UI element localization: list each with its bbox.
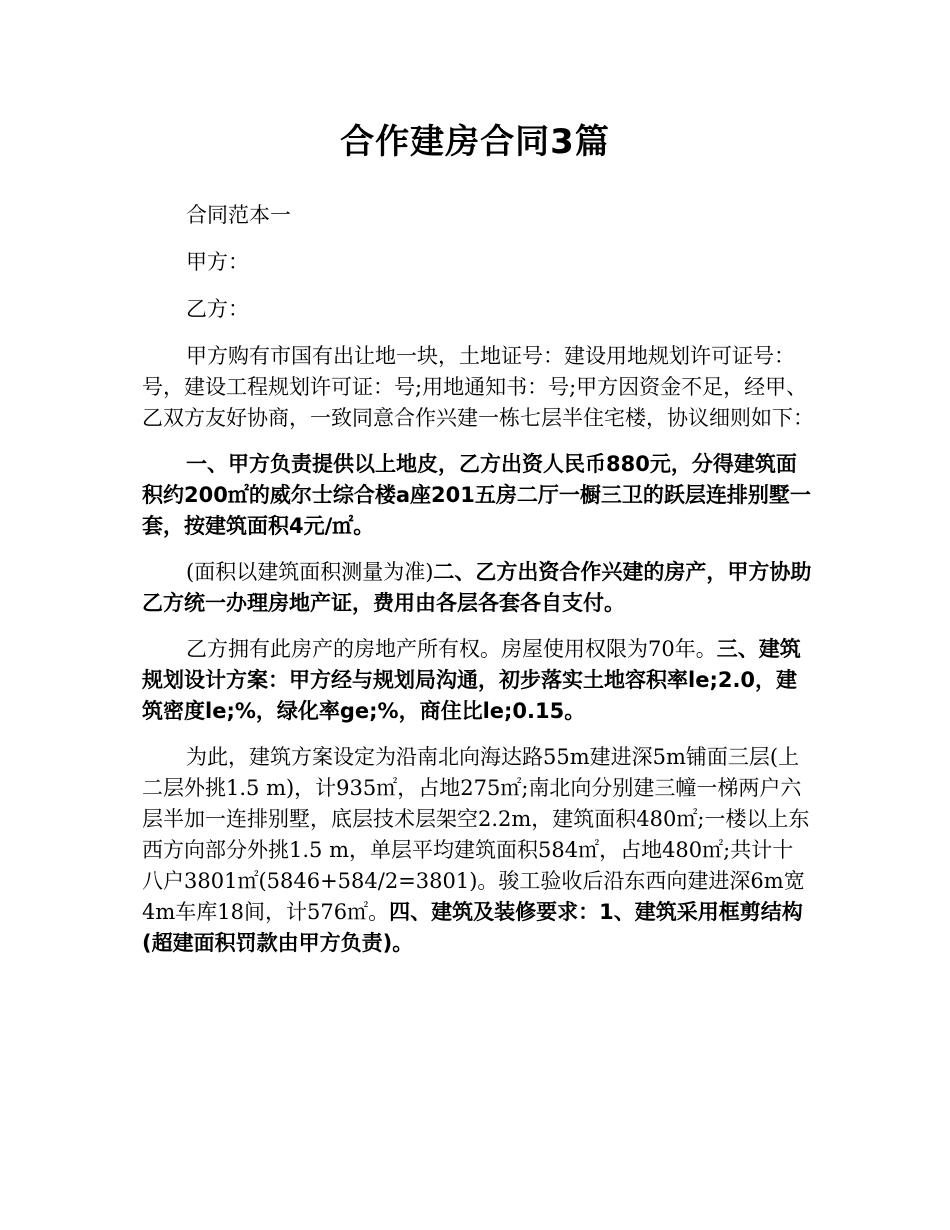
paragraph-bold-text: 三、建筑规划设计方案：甲方经与规划局沟通，初步落实土地容积率le;2.0，建筑密度le;%，绿化率ge;%，商住比le;0.15。 — [142, 637, 801, 723]
paragraph-text: 甲方购有市国有出让地一块，土地证号：建设用地规划许可证号：号，建设工程规划许可证：号;用地通知书：号;甲方因资金不足，经甲、乙双方友好协商，一致同意合作兴建一栋七层半住宅楼，协议细则如下： — [142, 344, 814, 430]
paragraph-preamble — [142, 341, 814, 434]
paragraph-party-b — [142, 294, 814, 325]
paragraph-text: 合同范本一 — [186, 203, 291, 227]
paragraph-clause-2 — [142, 557, 814, 619]
paragraph-building-plan — [142, 742, 814, 959]
paragraph-text: (面积以建筑面积测量为准) — [186, 560, 434, 584]
document-title: 合作建房合同3篇 — [340, 122, 610, 162]
paragraph-bold-text: 二、乙方出资合作兴建的房产，甲方协助乙方统一办理房地产证，费用由各层各套各自支付。 — [142, 560, 812, 615]
paragraph-clause-3 — [142, 634, 814, 727]
paragraph-bold-text: 一、甲方负责提供以上地皮，乙方出资人民币880元，分得建筑面积约200㎡的威尔士综合楼a座201五房二厅一橱三卫的跃层连排别墅一套，按建筑面积4元/㎡。 — [142, 452, 811, 538]
paragraph-text: 为此，建筑方案设定为沿南北向海达路55m建进深5m铺面三层(上二层外挑1.5 m)，计935㎡，占地275㎡;南北向分别建三幢一梯两户六层半加一连排别墅，底层技术层架空2.2m，建筑面积480㎡;一楼以上东西方向部分外挑1.5 m，单层平均建筑面积584㎡，占地480㎡;共计十八户3801㎡(5846+584/2=3801)。骏工验收后沿东西向建进深6m宽4m车库18间，计576㎡。 — [142, 745, 810, 924]
paragraph-contract-sample-heading — [142, 200, 814, 231]
paragraph-text: 乙方： — [186, 297, 249, 321]
paragraph-text: 甲方： — [186, 250, 249, 274]
paragraph-clause-1 — [142, 449, 814, 542]
paragraph-party-a — [142, 247, 814, 278]
paragraph-text: 乙方拥有此房产的房地产所有权。房屋使用权限为70年。 — [186, 637, 717, 661]
paragraph-bold-text: 四、建筑及装修要求：1、建筑采用框剪结构(超建面积罚款由甲方负责)。 — [142, 900, 803, 955]
document-body — [142, 200, 814, 974]
